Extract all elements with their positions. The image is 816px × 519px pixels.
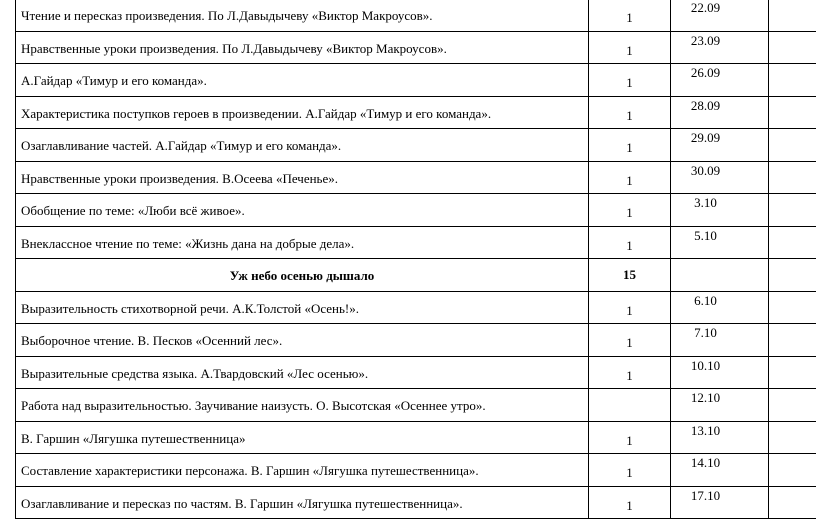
- date-cell: [671, 259, 769, 292]
- date-text: 30.09: [691, 163, 720, 178]
- empty-cell: [769, 291, 816, 324]
- empty-cell: [769, 64, 816, 97]
- date-text: 10.10: [691, 358, 720, 373]
- date-text: 22.09: [691, 0, 720, 15]
- date-cell: [671, 129, 769, 162]
- hours-cell: [589, 64, 671, 97]
- hours-text: 1: [626, 303, 633, 318]
- topic-text: Озаглавливание и пересказ по частям. В. Гаршин «Лягушка путешественница».: [21, 496, 588, 511]
- hours-text: 1: [626, 465, 633, 480]
- hours-text: 1: [626, 368, 633, 383]
- date-cell: [671, 454, 769, 487]
- topic-cell: [16, 421, 589, 454]
- empty-cell: [769, 31, 816, 64]
- topic-text: Выразительность стихотворной речи. А.К.Толстой «Осень!».: [21, 301, 588, 316]
- empty-cell: [769, 161, 816, 194]
- date-cell: [671, 291, 769, 324]
- table-row: [16, 161, 816, 194]
- section-title: Уж небо осенью дышало: [16, 268, 588, 283]
- date-cell: [671, 161, 769, 194]
- table-row: [16, 0, 816, 31]
- table-row: [16, 129, 816, 162]
- date-cell: [671, 356, 769, 389]
- table-row: [16, 486, 816, 519]
- date-cell: [671, 31, 769, 64]
- hours-text: 1: [626, 238, 633, 253]
- hours-text: 1: [626, 498, 633, 513]
- date-text: 23.09: [691, 33, 720, 48]
- empty-cell: [769, 194, 816, 227]
- hours-cell: [589, 486, 671, 519]
- date-cell: [671, 421, 769, 454]
- date-text: 26.09: [691, 65, 720, 80]
- section-hours-cell: [589, 259, 671, 292]
- hours-cell: [589, 389, 671, 422]
- lesson-plan-body: [16, 0, 816, 519]
- table-row: [16, 421, 816, 454]
- topic-cell: [16, 486, 589, 519]
- topic-cell: [16, 96, 589, 129]
- date-text: 28.09: [691, 98, 720, 113]
- date-text: 14.10: [691, 455, 720, 470]
- hours-cell: [589, 194, 671, 227]
- date-text: 13.10: [691, 423, 720, 438]
- hours-cell: [589, 0, 671, 31]
- topic-cell: [16, 129, 589, 162]
- hours-cell: [589, 161, 671, 194]
- empty-cell: [769, 226, 816, 259]
- topic-cell: [16, 324, 589, 357]
- hours-text: 1: [626, 43, 633, 58]
- topic-cell: [16, 64, 589, 97]
- empty-cell: [769, 454, 816, 487]
- date-cell: [671, 194, 769, 227]
- date-cell: [671, 96, 769, 129]
- date-cell: [671, 226, 769, 259]
- hours-cell: [589, 454, 671, 487]
- hours-text: 1: [626, 335, 633, 350]
- topic-text: Составление характеристики персонажа. В. Гаршин «Лягушка путешественница».: [21, 463, 588, 478]
- hours-text: 1: [626, 75, 633, 90]
- topic-text: Чтение и пересказ произведения. По Л.Давыдычеву «Виктор Макроусов».: [21, 8, 588, 23]
- section-hours: 15: [623, 267, 636, 282]
- topic-text: Характеристика поступков героев в произведении. А.Гайдар «Тимур и его команда».: [21, 106, 588, 121]
- hours-cell: [589, 96, 671, 129]
- table-row: [16, 454, 816, 487]
- hours-cell: [589, 291, 671, 324]
- table-row: [16, 291, 816, 324]
- topic-cell: [16, 194, 589, 227]
- topic-text: Внеклассное чтение по теме: «Жизнь дана на добрые дела».: [21, 236, 588, 251]
- hours-cell: [589, 226, 671, 259]
- hours-cell: [589, 324, 671, 357]
- section-title-cell: [16, 259, 589, 292]
- topic-text: Обобщение по теме: «Люби всё живое».: [21, 203, 588, 218]
- lesson-plan-table: [15, 0, 816, 519]
- table-row: [16, 324, 816, 357]
- empty-cell: [769, 389, 816, 422]
- topic-text: Нравственные уроки произведения. По Л.Давыдычеву «Виктор Макроусов».: [21, 41, 588, 56]
- topic-text: В. Гаршин «Лягушка путешественница»: [21, 431, 588, 446]
- topic-text: Работа над выразительностью. Заучивание наизусть. О. Высотская «Осеннее утро».: [21, 398, 588, 413]
- topic-text: Озаглавливание частей. А.Гайдар «Тимур и его команда».: [21, 138, 588, 153]
- date-text: 5.10: [694, 228, 717, 243]
- topic-text: Выразительные средства языка. А.Твардовский «Лес осенью».: [21, 366, 588, 381]
- table-row: [16, 96, 816, 129]
- table-row: [16, 194, 816, 227]
- date-text: 17.10: [691, 488, 720, 503]
- hours-text: 1: [626, 433, 633, 448]
- topic-cell: [16, 291, 589, 324]
- section-header-row: [16, 259, 816, 292]
- hours-cell: [589, 356, 671, 389]
- topic-cell: [16, 356, 589, 389]
- date-cell: [671, 486, 769, 519]
- table-row: [16, 356, 816, 389]
- topic-text: Нравственные уроки произведения. В.Осеева «Печенье».: [21, 171, 588, 186]
- empty-cell: [769, 486, 816, 519]
- date-cell: [671, 389, 769, 422]
- hours-text: 1: [626, 140, 633, 155]
- empty-cell: [769, 324, 816, 357]
- table-row: [16, 226, 816, 259]
- topic-cell: [16, 31, 589, 64]
- hours-text: 1: [626, 108, 633, 123]
- empty-cell: [769, 421, 816, 454]
- empty-cell: [769, 356, 816, 389]
- hours-text: 1: [626, 205, 633, 220]
- topic-cell: [16, 226, 589, 259]
- date-cell: [671, 64, 769, 97]
- table-row: [16, 64, 816, 97]
- date-text: 29.09: [691, 130, 720, 145]
- hours-text: 1: [626, 10, 633, 25]
- topic-text: А.Гайдар «Тимур и его команда».: [21, 73, 588, 88]
- date-text: 6.10: [694, 293, 717, 308]
- date-text: 3.10: [694, 195, 717, 210]
- date-cell: [671, 0, 769, 31]
- empty-cell: [769, 259, 816, 292]
- topic-cell: [16, 161, 589, 194]
- topic-cell: [16, 454, 589, 487]
- hours-cell: [589, 421, 671, 454]
- empty-cell: [769, 0, 816, 31]
- empty-cell: [769, 96, 816, 129]
- date-text: 7.10: [694, 325, 717, 340]
- hours-cell: [589, 129, 671, 162]
- hours-cell: [589, 31, 671, 64]
- table-row: [16, 31, 816, 64]
- empty-cell: [769, 129, 816, 162]
- table-row: [16, 389, 816, 422]
- topic-cell: [16, 0, 589, 31]
- topic-text: Выборочное чтение. В. Песков «Осенний лес».: [21, 333, 588, 348]
- date-cell: [671, 324, 769, 357]
- hours-text: 1: [626, 173, 633, 188]
- topic-cell: [16, 389, 589, 422]
- date-text: 12.10: [691, 390, 720, 405]
